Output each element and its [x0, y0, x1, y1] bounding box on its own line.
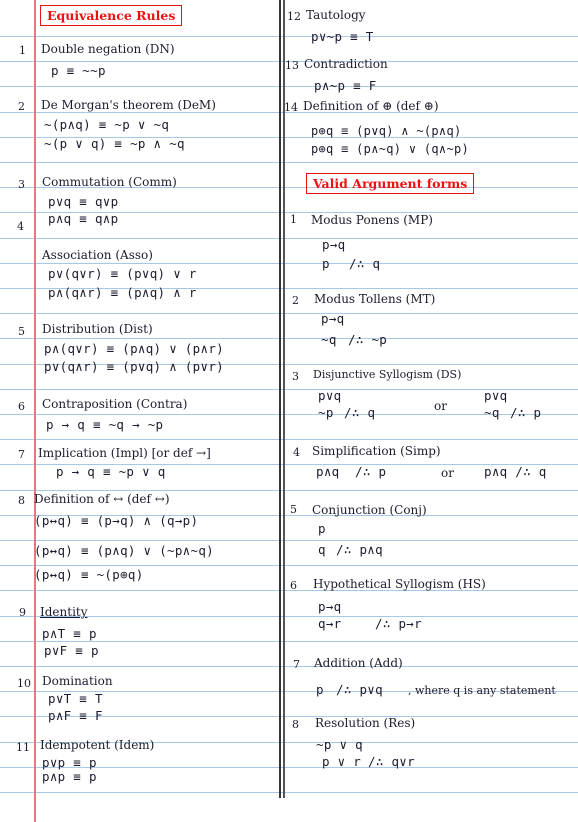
rule-formula: p∨(q∧r) ≡ (p∨q) ∧ (p∨r) [44, 359, 224, 374]
rule-number: 8 [18, 494, 25, 507]
rule-name: Definition of ⊕ (def ⊕) [303, 99, 439, 113]
rule-name: Domination [42, 674, 113, 688]
rule-name: Commutation (Comm) [42, 175, 177, 189]
form-premise: p [318, 521, 326, 536]
rule-formula: p∧(q∨r) ≡ (p∧q) ∨ (p∧r) [44, 341, 224, 356]
form-number: 7 [293, 658, 300, 671]
or-label: or [441, 466, 454, 480]
form-name: Resolution (Res) [315, 716, 416, 730]
form-number: 3 [292, 370, 299, 383]
rule-formula: p∨(q∨r) ≡ (p∨q) ∨ r [48, 266, 197, 281]
form-name: Hypothetical Syllogism (HS) [313, 577, 486, 591]
ruled-line [0, 263, 578, 264]
form-premise: p→q [322, 237, 346, 252]
rule-formula: p⊕q ≡ (p∨q) ∧ ~(p∧q) [311, 124, 462, 138]
ruled-line [0, 565, 578, 566]
or-label: or [434, 399, 447, 413]
rule-formula: p∧(q∧r) ≡ (p∧q) ∧ r [48, 285, 197, 300]
rule-formula: p∧p ≡ p [42, 769, 97, 784]
form-number: 5 [290, 503, 297, 516]
rule-formula: p∧~p ≡ F [314, 78, 377, 93]
rule-number: 1 [19, 44, 26, 57]
rule-formula: ~(p ∨ q) ≡ ~p ∧ ~q [44, 136, 185, 151]
rule-formula: (p↔q) ≡ (p→q) ∧ (q→p) [34, 513, 199, 528]
rule-formula: p∧F ≡ F [48, 708, 103, 723]
rule-formula: p → q ≡ ~p ∨ q [56, 464, 166, 479]
ruled-line [0, 338, 578, 339]
form-conclusion: /∴ p [355, 464, 387, 479]
form-premise: p∨q [318, 388, 342, 403]
form-alt: p∧q /∴ q [484, 464, 547, 479]
form-premise: ~p [318, 405, 334, 420]
rule-name: Distribution (Dist) [42, 322, 153, 336]
ruled-line [0, 590, 578, 591]
rule-number: 9 [19, 606, 26, 619]
form-name: Disjunctive Syllogism (DS) [313, 368, 462, 381]
rule-number: 6 [18, 400, 25, 413]
rule-formula: p ≡ ~~p [51, 63, 106, 78]
equivalence-rules-title: Equivalence Rules [40, 5, 182, 26]
margin-line [34, 0, 36, 822]
ruled-line [0, 162, 578, 163]
form-conclusion: /∴ p [510, 405, 542, 420]
column-divider-inner [283, 0, 285, 798]
rule-number: 12 [287, 10, 301, 23]
rule-formula: ~(p∧q) ≡ ~p ∨ ~q [44, 117, 170, 132]
form-premise: ~p ∨ q [316, 737, 363, 752]
rule-formula: p∨q ≡ q∨p [48, 194, 119, 209]
ruled-line [0, 792, 578, 793]
form-conclusion: /∴ q∨r [368, 754, 415, 769]
form-premise: ~q [321, 332, 337, 347]
form-premise: q→r [318, 616, 342, 631]
rule-name: De Morgan's theorem (DeM) [41, 98, 216, 112]
rule-name: Contradiction [304, 57, 388, 71]
form-premise: p [322, 256, 330, 271]
form-conclusion: /∴ q [344, 405, 376, 420]
rule-number: 7 [18, 448, 25, 461]
form-name: Conjunction (Conj) [312, 503, 427, 517]
rule-number: 10 [17, 677, 31, 690]
rule-number: 14 [284, 101, 298, 114]
ruled-line [0, 641, 578, 642]
rule-formula: (p↔q) ≡ ~(p⊕q) [34, 567, 144, 582]
rule-number: 4 [17, 220, 24, 233]
rule-number: 11 [16, 741, 30, 754]
ruled-line [0, 238, 578, 239]
form-name: Modus Ponens (MP) [311, 213, 433, 227]
form-premise: p→q [321, 311, 345, 326]
ruled-line [0, 36, 578, 37]
rule-formula: p → q ≡ ~q → ~p [46, 417, 164, 432]
form-conclusion: /∴ p∨q [336, 682, 383, 697]
rule-name: Association (Asso) [42, 248, 153, 262]
form-premise: p→q [318, 599, 342, 614]
ruled-line [0, 666, 578, 667]
valid-argument-forms-title: Valid Argument forms [306, 173, 474, 194]
form-name: Addition (Add) [314, 656, 403, 670]
form-number: 4 [293, 446, 300, 459]
rule-formula: p∨p ≡ p [42, 755, 97, 770]
rule-name: Tautology [306, 8, 366, 22]
rule-name: Double negation (DN) [41, 42, 175, 56]
form-conclusion: /∴ p→r [375, 616, 422, 631]
form-premise: p∨q [484, 388, 508, 403]
rule-formula: (p↔q) ≡ (p∧q) ∨ (~p∧~q) [34, 543, 214, 558]
form-conclusion: /∴ ~p [348, 332, 388, 347]
rule-formula: p∨F ≡ p [44, 643, 99, 658]
rule-number: 13 [285, 59, 299, 72]
rule-name: Implication (Impl) [or def →] [38, 446, 211, 460]
rule-formula: p∨~p ≡ T [311, 29, 374, 44]
form-number: 1 [290, 213, 297, 226]
rule-formula: p∨T ≡ T [48, 691, 103, 706]
rule-formula: p⊕q ≡ (p∧~q) ∨ (q∧~p) [311, 142, 470, 156]
rule-number: 3 [18, 178, 25, 191]
column-divider [279, 0, 281, 798]
form-premise: p [316, 682, 324, 697]
rule-name: Contraposition (Contra) [42, 397, 188, 411]
rule-formula: p∧q ≡ q∧p [48, 211, 119, 226]
form-number: 2 [292, 294, 299, 307]
rule-name: Idempotent (Idem) [40, 738, 155, 752]
ruled-line [0, 490, 578, 491]
ruled-line [0, 313, 578, 314]
rule-number: 2 [18, 100, 25, 113]
form-conclusion: /∴ p∧q [336, 542, 383, 557]
ruled-line [0, 540, 578, 541]
form-number: 8 [292, 718, 299, 731]
ruled-line [0, 86, 578, 87]
form-premise: p ∨ r [322, 754, 362, 769]
form-number: 6 [290, 579, 297, 592]
form-name: Simplification (Simp) [312, 444, 441, 458]
rule-name: Definition of ↔ (def ↔) [34, 492, 170, 506]
ruled-line [0, 439, 578, 440]
form-conclusion: /∴ q [349, 256, 381, 271]
rule-name: Identity [40, 605, 88, 619]
form-note: , where q is any statement [408, 684, 556, 697]
form-premise: q [318, 542, 326, 557]
form-name: Modus Tollens (MT) [314, 292, 436, 306]
rule-number: 5 [18, 325, 25, 338]
rule-formula: p∧T ≡ p [42, 626, 97, 641]
form-premise: ~q [484, 405, 500, 420]
form-premise: p∧q [316, 464, 340, 479]
